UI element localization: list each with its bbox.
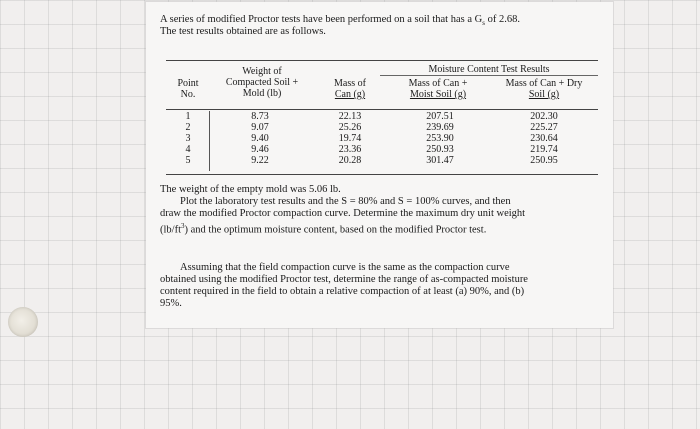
header-mass-can-line-1: Mass of: [334, 78, 366, 89]
header-mass-moist: [388, 78, 488, 100]
binder-hole: [8, 307, 38, 337]
intro-text-end: of 2.68.: [484, 14, 520, 25]
table-cell: 22.13: [338, 111, 362, 122]
table-cell: 1: [185, 111, 191, 122]
header-mass-dry-line-2: Soil (g): [528, 89, 560, 100]
plot-instruction-line-1: Plot the laboratory test results and the S = 80% and S = 100% curves, and then: [180, 196, 511, 207]
table-cell: 3: [185, 133, 191, 144]
header-weight: [212, 66, 312, 99]
table-cell: 9.07: [251, 122, 269, 133]
column-mass-dry: [509, 111, 579, 166]
table-cell: 20.28: [338, 155, 362, 166]
header-weight-line-3: Mold (lb): [242, 88, 282, 99]
intro-text: A series of modified Proctor tests have been performed on a soil that has a G: [160, 14, 483, 25]
header-point-line-1: Point: [177, 78, 199, 89]
field-compaction-line-2: obtained using the modified Proctor test, determine the range of as-compacted moisture: [160, 274, 528, 285]
header-point: [168, 78, 208, 100]
header-mass-moist-line-1: Mass of Can +: [408, 78, 468, 89]
column-mass-can: [320, 111, 380, 166]
table-cell: 9.22: [251, 155, 269, 166]
table-cell: 9.46: [251, 144, 269, 155]
field-compaction-line-3: content required in the field to obtain a relative compaction of at least (a) 90%, and (b): [160, 286, 525, 297]
table-top-rule: [166, 60, 598, 61]
field-compaction-line-4: 95%.: [160, 298, 182, 309]
unit-text: (lb/ft: [160, 224, 181, 236]
table-cell: 250.93: [426, 144, 454, 155]
table-bottom-rule: [166, 174, 598, 175]
table-cell: 219.74: [530, 144, 558, 155]
table-cell: 8.73: [251, 111, 269, 122]
table-cell: 4: [185, 144, 191, 155]
table-cell: 207.51: [426, 111, 454, 122]
table-cell: 23.36: [338, 144, 362, 155]
header-mass-dry-line-1: Mass of Can + Dry: [505, 78, 583, 89]
column-weight: [225, 111, 295, 166]
table-cell: 19.74: [338, 133, 362, 144]
header-point-line-2: No.: [180, 89, 196, 100]
table-cell: 301.47: [426, 155, 454, 166]
table-cell: 5: [185, 155, 191, 166]
table-cell: 25.26: [338, 122, 362, 133]
empty-mold-weight-text: The weight of the empty mold was 5.06 lb.: [160, 184, 341, 195]
table-cell: 202.30: [530, 111, 558, 122]
column-mass-moist: [405, 111, 475, 166]
header-mass-dry: [490, 78, 598, 100]
plot-instruction-line-3: [160, 220, 486, 237]
table-cell: 225.27: [530, 122, 558, 133]
intro-line-2: The test results obtained are as follows.: [160, 26, 326, 37]
point-column-divider: [209, 111, 210, 171]
header-mass-can: [320, 78, 380, 100]
column-point: [168, 111, 208, 166]
table-cell: 239.69: [426, 122, 454, 133]
group-header-rule: [380, 75, 598, 76]
table-cell: 250.95: [530, 155, 558, 166]
table-cell: 9.40: [251, 133, 269, 144]
plot-instruction-line-2: draw the modified Proctor compaction curve. Determine the maximum dry unit weight: [160, 208, 526, 219]
plot-instruction-line-3-end: ) and the optimum moisture content, based on the modified Proctor test.: [184, 224, 487, 236]
header-weight-line-2: Compacted Soil +: [225, 77, 299, 88]
table-cell: 253.90: [426, 133, 454, 144]
gs-subscript: s: [482, 19, 485, 28]
cubed-superscript: 3: [181, 222, 185, 230]
field-compaction-line-1: Assuming that the field compaction curve is the same as the compaction curve: [180, 262, 510, 273]
table-cell: 230.64: [530, 133, 558, 144]
table-cell: 2: [185, 122, 191, 133]
header-weight-line-1: Weight of: [242, 66, 282, 77]
header-mass-moist-line-2: Moist Soil (g): [409, 89, 467, 100]
table-header-rule: [166, 109, 598, 110]
moisture-group-header: Moisture Content Test Results: [428, 64, 550, 75]
header-mass-can-line-2: Can (g): [334, 89, 366, 100]
